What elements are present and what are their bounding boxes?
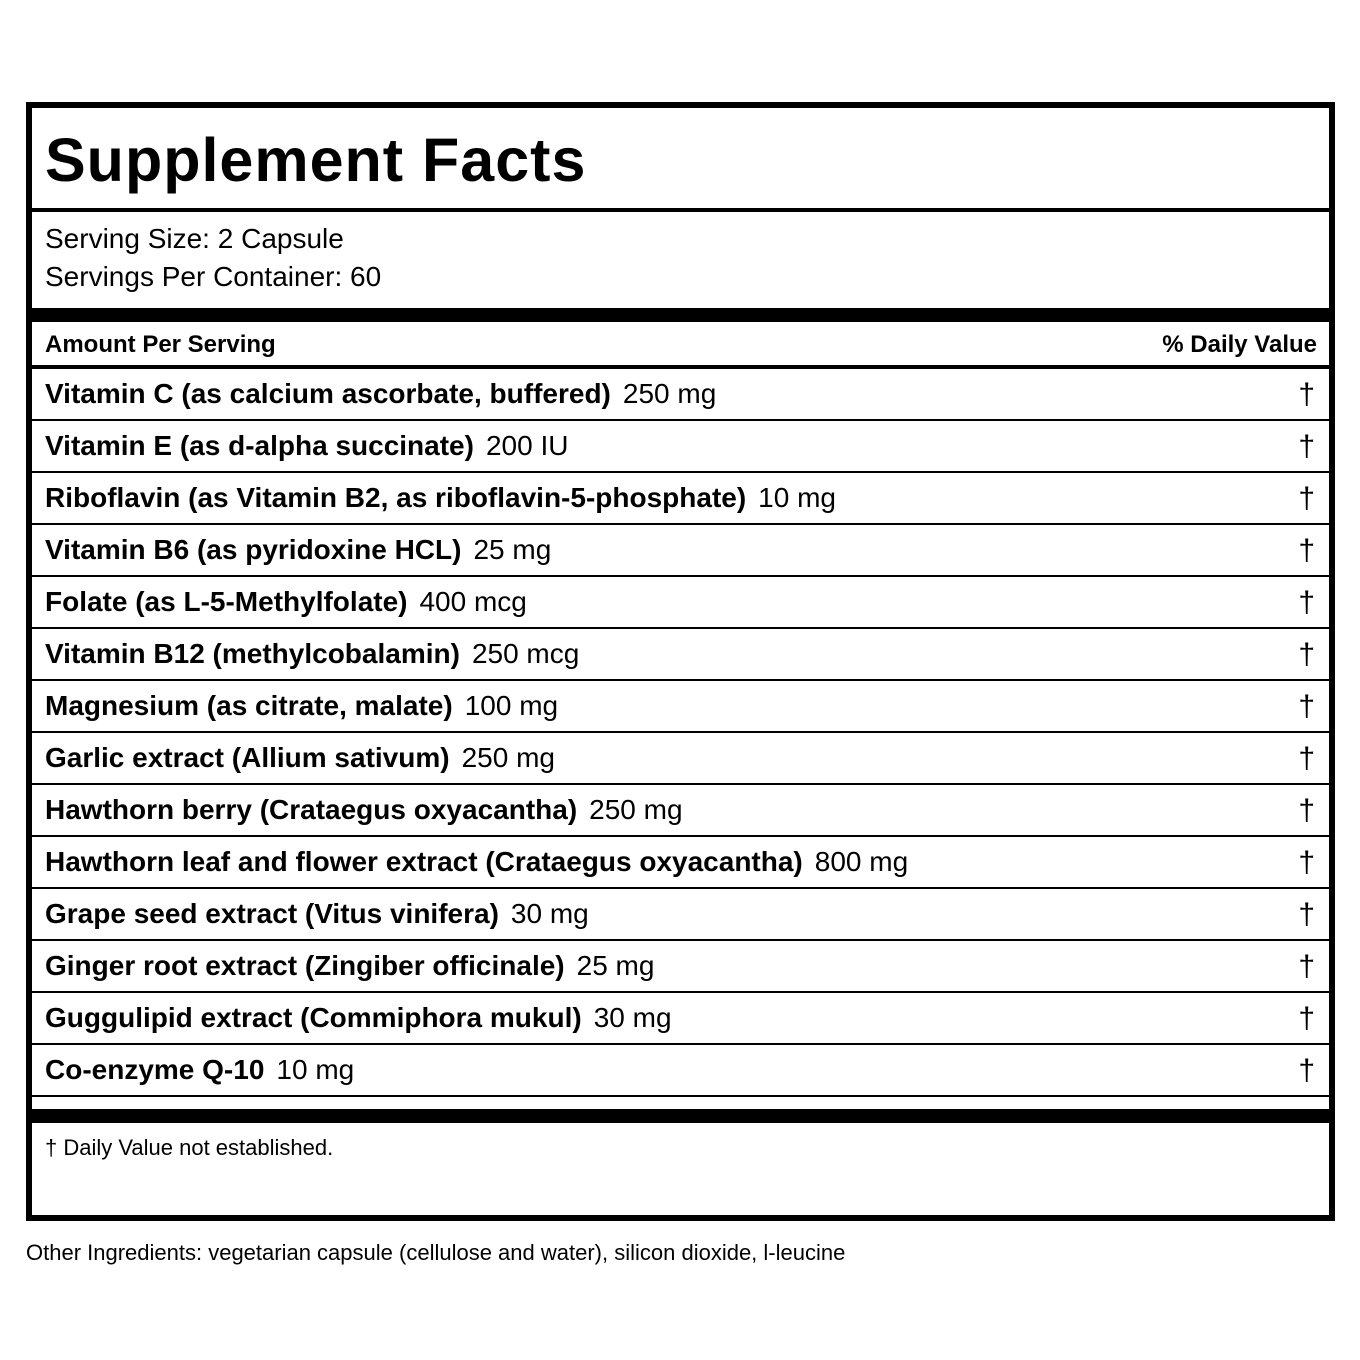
nutrient-row (32, 993, 1329, 1045)
nutrient-name: Vitamin B6 (as pyridoxine HCL) (45, 534, 462, 565)
dagger-mark: † (1298, 378, 1315, 411)
nutrient-name: Riboflavin (as Vitamin B2, as riboflavin-5-phosphate) (45, 482, 747, 513)
supplement-facts-panel (26, 102, 1335, 1221)
nutrient-name: Hawthorn berry (Crataegus oxyacantha) (45, 794, 578, 825)
nutrient-name: Vitamin C (as calcium ascorbate, buffered) (45, 378, 611, 409)
nutrient-amount: 30 mg (510, 898, 589, 929)
nutrient-name: Ginger root extract (Zingiber officinale) (45, 950, 565, 981)
nutrient-amount: 30 mg (593, 1002, 672, 1033)
title-rule (32, 208, 1329, 212)
nutrient-amount: 250 mg (589, 794, 683, 825)
nutrient-name: Garlic extract (Allium sativum) (45, 742, 450, 773)
dagger-mark: † (1298, 846, 1315, 879)
dagger-mark: † (1298, 690, 1315, 723)
dagger-mark: † (1298, 586, 1315, 619)
nutrient-name: Hawthorn leaf and flower extract (Crataegus oxyacantha) (45, 846, 803, 877)
nutrient-amount: 25 mg (576, 950, 655, 981)
nutrient-row (32, 473, 1329, 525)
dagger-mark: † (1298, 430, 1315, 463)
thick-rule-top (32, 308, 1329, 322)
nutrient-name: Magnesium (as citrate, malate) (45, 690, 453, 721)
nutrient-row (32, 1045, 1329, 1097)
dagger-mark: † (1298, 534, 1315, 567)
thick-rule-bottom (32, 1109, 1329, 1123)
daily-value-header: % Daily Value (1162, 331, 1317, 358)
nutrient-amount: 10 mg (276, 1054, 355, 1085)
dagger-mark: † (1298, 482, 1315, 515)
nutrient-name: Vitamin E (as d-alpha succinate) (45, 430, 474, 461)
nutrient-name: Folate (as L-5-Methylfolate) (45, 586, 408, 617)
nutrient-amount: 100 mg (464, 690, 559, 721)
nutrient-row (32, 681, 1329, 733)
amount-per-serving-header: Amount Per Serving (45, 331, 276, 358)
nutrient-amount: 250 mg (622, 378, 717, 409)
dagger-mark: † (1298, 794, 1315, 827)
dagger-mark: † (1298, 638, 1315, 671)
nutrient-amount: 25 mg (473, 534, 552, 565)
dagger-mark: † (1298, 742, 1315, 775)
nutrient-amount: 250 mcg (471, 638, 580, 669)
nutrient-row (32, 525, 1329, 577)
nutrient-amount: 200 IU (485, 430, 569, 461)
dagger-mark: † (1298, 1054, 1315, 1087)
panel-title: Supplement Facts (45, 126, 587, 194)
servings-per-container: Servings Per Container: 60 (45, 261, 382, 292)
dagger-mark: † (1298, 1002, 1315, 1035)
nutrient-row (32, 941, 1329, 993)
serving-size: Serving Size: 2 Capsule (45, 223, 344, 254)
dagger-mark: † (1298, 950, 1315, 983)
nutrient-amount: 10 mg (758, 482, 836, 513)
nutrient-amount: 400 mcg (419, 586, 527, 617)
nutrient-amount: 800 mg (814, 846, 909, 877)
nutrient-name: Grape seed extract (Vitus vinifera) (45, 898, 499, 929)
nutrient-row (32, 577, 1329, 629)
nutrient-name: Co-enzyme Q-10 (45, 1054, 265, 1085)
nutrient-name: Guggulipid extract (Commiphora mukul) (45, 1002, 582, 1033)
nutrient-row (32, 785, 1329, 837)
nutrient-row (32, 369, 1329, 421)
nutrient-amount: 250 mg (461, 742, 555, 773)
nutrient-name: Vitamin B12 (methylcobalamin) (45, 638, 460, 669)
other-ingredients: Other Ingredients: vegetarian capsule (cellulose and water), silicon dioxide, l-leucine (26, 1240, 846, 1265)
dagger-mark: † (1298, 898, 1315, 931)
nutrient-row (32, 889, 1329, 941)
footnote: † Daily Value not established. (45, 1135, 334, 1160)
nutrient-row (32, 421, 1329, 473)
nutrient-row (32, 629, 1329, 681)
nutrient-row (32, 733, 1329, 785)
nutrient-row (32, 837, 1329, 889)
